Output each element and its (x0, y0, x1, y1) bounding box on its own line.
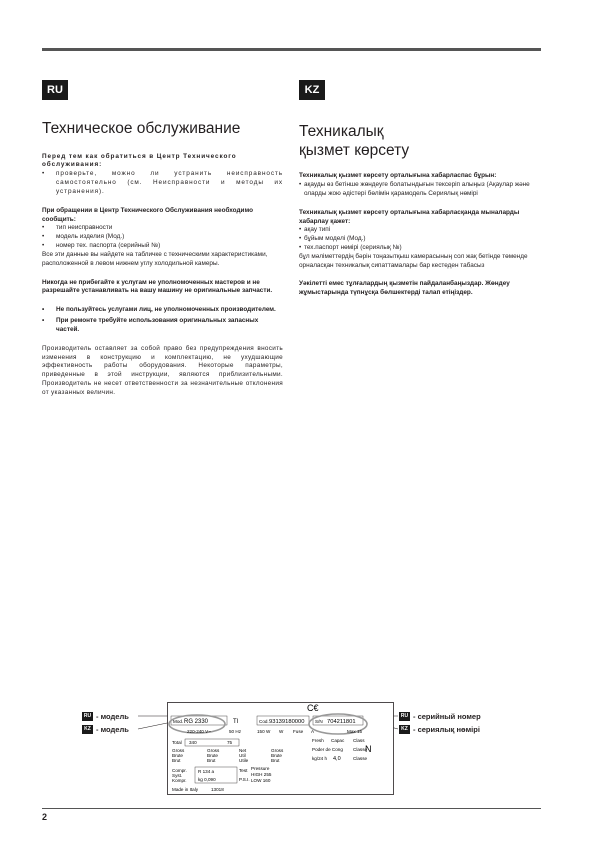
list-item: • При ремонте требуйте использования оригинальных запасных частей. (42, 317, 283, 335)
legend-kz-serial (399, 725, 480, 734)
plate-classe-2: Classe (353, 756, 368, 761)
plate-hz: 50 Hz (229, 729, 242, 734)
plate-ti: TI (233, 719, 239, 725)
plate-psi: P.S.I. (239, 777, 250, 782)
ru-intro-list (42, 170, 283, 196)
plate-poder: Poder de Cong (312, 747, 343, 752)
ru-title: Техническое обслуживание (42, 120, 241, 137)
list-item: • Не пользуйтесь услугами лиц, не уполномоченных производителем. (42, 306, 283, 315)
kz-title-line1: Техникалық (299, 123, 384, 140)
ru-contact-heading: При обращении в Центр Технического Обслуживания необходимо сообщить: (42, 206, 254, 223)
kz-warning: Уәкілетті емес тұлғалардың қызметін пайдаланбаңыздар. Жөндеу жұмыстарында түпнұсқа бөлшектерді талап етіңіздер. (299, 280, 510, 297)
kz-contact-list (299, 226, 541, 252)
legend-text: - модель (96, 725, 129, 734)
list-item: • ақауды өз бетінше жөндеуге болатындығын тексеріп алыңыз (Ақаулар және оларды жою әдістері бөлімін қарамодель Сериялық нөмірі (299, 181, 541, 199)
kz-contact-heading: Техникалық қызмет көрсету орталығына хабарласқанда мыналарды хабарлау қажет: (299, 208, 520, 225)
list-item: • номер тех. паспорта (серийный №) (42, 242, 283, 251)
plate-compr: Compr. Syst. Kompr. (172, 768, 187, 783)
plate-total-label: Total (172, 740, 182, 745)
plate-kg-value: 4,0 (333, 756, 341, 762)
kz-mini-badge: KZ (82, 725, 93, 734)
list-item: • модель изделия (Мод.) (42, 233, 283, 242)
plate-gross-3: Gross Brute Brut (271, 748, 284, 763)
bottom-rule (42, 808, 541, 809)
plate-classe: Classe (353, 747, 368, 752)
plate-lamp: W (279, 729, 284, 734)
plate-refrigerant: R 134 a (198, 769, 215, 774)
ru-contact-note: Все эти данные вы найдете на табличке с техническими характеристиками, расположенной в левом нижнем углу холодильной камеры. (42, 250, 268, 267)
ru-warning: Никогда не прибегайте к услугам не уполномоченных мастеров и не разрешайте устанавливать на вашу машину не оригинальные запчасти. (42, 278, 273, 295)
page-number: 2 (42, 812, 48, 822)
plate-gross-2: Gross Brute Brut (207, 748, 220, 763)
plate-net: Net Util Utile (239, 748, 249, 763)
kz-title (299, 123, 541, 160)
plate-fresh: Fresh (312, 738, 324, 743)
plate-watts: 150 W (257, 729, 271, 734)
ru-disclaimer: Производитель оставляет за собой право без предупреждения вносить изменения в конструкцию и комплектацию, не ухудшающие эффективность работы оборудования. Некоторые параметры, приведенные в этой инструкции, являются приблизительными. Производитель не несет ответственности за незначительные отклонения от указанных величин. (42, 344, 283, 396)
list-item: • проверьте, можно ли устранить неисправность самостоятельно (см. Неисправности и методы их устранения). (42, 170, 283, 196)
plate-total-value: 340 (189, 740, 197, 745)
list-item: • тех.паспорт нөмірі (сериялық №) (299, 244, 541, 253)
list-item: • ақау типі (299, 226, 541, 235)
plate-class: Class (353, 738, 365, 743)
ce-mark: C€ (307, 703, 319, 713)
plate-class-value: N (365, 744, 372, 754)
ru-mini-badge: RU (83, 713, 92, 719)
rating-plate (167, 702, 394, 795)
plate-cod-label: Cod. (259, 719, 269, 724)
kz-intro-heading: Техникалық қызмет көрсету орталығына хабарласпас бұрын: (299, 172, 497, 180)
plate-low: LOW 160 (251, 778, 271, 783)
ru-contact-list (42, 224, 283, 250)
plate-capac: Capac (331, 738, 345, 743)
ru-column (42, 112, 283, 408)
plate-sn-value: 704211801 (327, 719, 356, 725)
ru-warning-list (42, 306, 283, 334)
ru-intro-heading: Перед тем как обратиться в Центр Технического обслуживания: (42, 152, 237, 169)
legend-text: - сериялық нөмірі (413, 725, 480, 734)
plate-test: Test (239, 768, 248, 773)
plate-refrigerant-kg: kg 0,090 (198, 777, 216, 782)
plate-max: Max 15 (347, 729, 363, 734)
plate-high: HIGH 255 (251, 772, 272, 777)
plate-mod-value: RG 2330 (184, 719, 209, 725)
legend-text: - серийный номер (413, 712, 481, 721)
plate-total-unit: 75 (227, 740, 233, 745)
plate-gross-1: Gross Brute Brut (172, 748, 185, 763)
plate-mod-label: Mod. (173, 719, 184, 724)
ru-language-badge: RU (42, 80, 68, 100)
legend-kz-model (82, 725, 129, 734)
list-item: • бұйым моделі (Мод.) (299, 235, 541, 244)
plate-voltage: 220-240 V~ (187, 729, 211, 734)
kz-title-line2: қызмет көрсету (299, 141, 410, 159)
plate-cod-value: 93139180000 (269, 719, 305, 725)
plate-made-code: 13018 (211, 787, 224, 792)
legend-ru-serial (399, 712, 481, 721)
kz-intro-list (299, 181, 541, 199)
plate-amp: A (311, 729, 315, 734)
plate-fuse: Fuse (293, 729, 304, 734)
list-item: • тип неисправности (42, 224, 283, 233)
legend-text: - модель (96, 712, 129, 721)
plate-pressure: Pressure (251, 766, 270, 771)
ru-mini-badge: RU (400, 713, 409, 719)
plate-sn-label: S/N (315, 719, 323, 724)
plate-made-in: Made in Italy (172, 787, 199, 792)
kz-contact-note: бұл мәліметтердің бәрін тоңазытқыш камерасының сол жақ бетінде төменде орналасқан техникалық сипаттамалары бар кестеден табасыз (299, 252, 528, 269)
top-rule (42, 48, 541, 51)
kz-language-badge: KZ (299, 80, 325, 100)
plate-kg-label: kg/24 h (312, 756, 328, 761)
kz-mini-badge: KZ (399, 725, 410, 734)
kz-column (299, 112, 541, 308)
legend-ru-model (82, 712, 129, 721)
